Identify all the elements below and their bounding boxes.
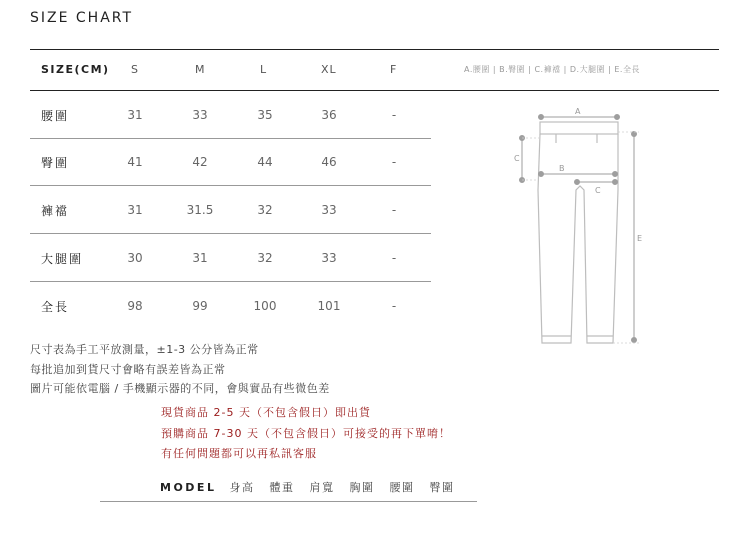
model-col-weight: 體重: [269, 481, 295, 494]
row-label: 褲襠: [41, 204, 70, 218]
cell-xl: 46: [321, 155, 337, 169]
row-label: 腰圍: [41, 109, 70, 123]
table-row-rise: [30, 186, 431, 234]
cell-m: 99: [192, 299, 208, 313]
note-line: 尺寸表為手工平放測量，±1-3 公分皆為正常: [30, 343, 259, 356]
measure-dot: [613, 180, 618, 185]
header-xl: XL: [321, 63, 337, 76]
label-e: E: [637, 234, 643, 243]
label-a: A: [575, 107, 581, 116]
table-row-waist: [30, 91, 431, 139]
shipping-note-line: 現貨商品 2-5 天（不包含假日）即出貨: [161, 406, 371, 419]
cell-l: 32: [257, 203, 273, 217]
model-col-hip: 臀圍: [429, 481, 455, 494]
measurement-legend: A.腰圍 | B.臀圍 | C.褲襠 | D.大腿圍 | E.全長: [464, 65, 640, 74]
measure-dot: [632, 338, 637, 343]
header-m: M: [195, 63, 206, 76]
note-line: 圖片可能依電腦 / 手機顯示器的不同，會與實品有些微色差: [30, 382, 330, 395]
cell-f: -: [391, 299, 397, 313]
cell-s: 31: [127, 108, 143, 122]
model-header: [160, 479, 464, 495]
cell-l: 35: [257, 108, 273, 122]
label-c-rise: C: [514, 154, 520, 163]
header-s: S: [131, 63, 139, 76]
measure-dot: [575, 180, 580, 185]
cell-xl: 33: [321, 251, 337, 265]
model-col-height: 身高: [229, 481, 255, 494]
measure-dot: [613, 172, 618, 177]
measure-dot: [615, 115, 620, 120]
cell-l: 32: [257, 251, 273, 265]
cell-xl: 101: [317, 299, 341, 313]
model-col-waist: 腰圍: [389, 481, 415, 494]
cell-m: 33: [192, 108, 208, 122]
cell-m: 31.5: [186, 203, 214, 217]
model-col-chest: 胸圍: [349, 481, 375, 494]
header-l: L: [260, 63, 268, 76]
cell-l: 100: [253, 299, 277, 313]
row-label: 大腿圍: [41, 252, 84, 266]
shipping-notes: [161, 403, 451, 465]
waistband-outline: [540, 122, 618, 134]
table-row-length: [30, 282, 431, 330]
cell-f: -: [391, 155, 397, 169]
page-title: SIZE CHART: [30, 10, 134, 26]
pants-outline: [538, 134, 618, 343]
cell-f: -: [391, 108, 397, 122]
cell-xl: 36: [321, 108, 337, 122]
cell-f: -: [391, 203, 397, 217]
model-col-shoulder: 肩寬: [309, 481, 335, 494]
measure-dot: [539, 172, 544, 177]
model-divider: [100, 501, 477, 502]
shipping-note-line: 有任何問題都可以再私訊客服: [161, 447, 317, 460]
measure-dot: [539, 115, 544, 120]
row-label: 臀圍: [41, 156, 70, 170]
measurement-notes: [30, 340, 330, 399]
table-row-thigh: [30, 234, 431, 282]
header-size-cm: SIZE(CM): [41, 63, 110, 76]
note-line: 每批追加到貨尺寸會略有誤差皆為正常: [30, 362, 226, 376]
cell-s: 98: [127, 299, 143, 313]
shipping-note-line: 預購商品 7-30 天（不包含假日）可接受的再下單唷！: [161, 426, 451, 440]
cell-m: 42: [192, 155, 208, 169]
cell-l: 44: [257, 155, 273, 169]
model-label: MODEL: [160, 481, 217, 494]
cell-s: 30: [127, 251, 143, 265]
table-row-hip: [30, 138, 431, 186]
label-b: B: [559, 164, 565, 173]
cell-s: 41: [127, 155, 143, 169]
cell-m: 31: [192, 251, 208, 265]
cell-s: 31: [127, 203, 143, 217]
row-label: 全長: [41, 300, 70, 314]
table-top-rule: [30, 49, 719, 50]
cell-xl: 33: [321, 203, 337, 217]
label-c-crotch: C: [595, 186, 601, 195]
pants-diagram: [505, 100, 655, 350]
cell-f: -: [391, 251, 397, 265]
header-f: F: [390, 63, 398, 76]
